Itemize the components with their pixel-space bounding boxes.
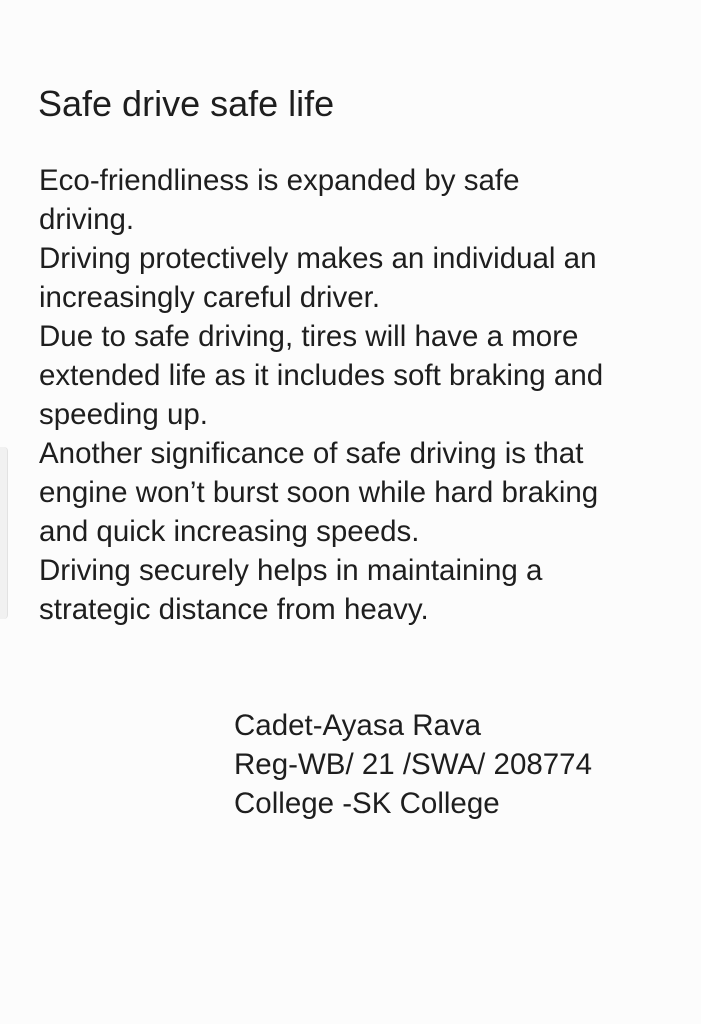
registration-number: Reg-WB/ 21 /SWA/ 208774 <box>234 748 592 781</box>
body-line: increasingly careful driver. <box>39 281 381 314</box>
college-name: College -SK College <box>234 787 500 820</box>
signature-block <box>234 706 674 823</box>
note-body <box>39 161 689 629</box>
body-line: Another significance of safe driving is that <box>39 437 584 470</box>
body-line: Driving securely helps in maintaining a <box>39 554 543 587</box>
body-line: engine won’t burst soon while hard braking <box>39 476 599 509</box>
body-line: speeding up. <box>39 398 208 431</box>
body-line: and quick increasing speeds. <box>39 515 420 548</box>
note-title: Safe drive safe life <box>38 83 335 124</box>
body-line: driving. <box>39 203 135 236</box>
body-line: Due to safe driving, tires will have a more <box>39 320 579 353</box>
body-line: extended life as it includes soft braking and <box>39 359 604 392</box>
cadet-name: Cadet-Ayasa Rava <box>234 709 482 742</box>
side-panel-handle[interactable] <box>0 447 8 619</box>
body-line: Eco-friendliness is expanded by safe <box>39 164 520 197</box>
body-line: Driving protectively makes an individual an <box>39 242 597 275</box>
body-line: strategic distance from heavy. <box>39 593 429 626</box>
